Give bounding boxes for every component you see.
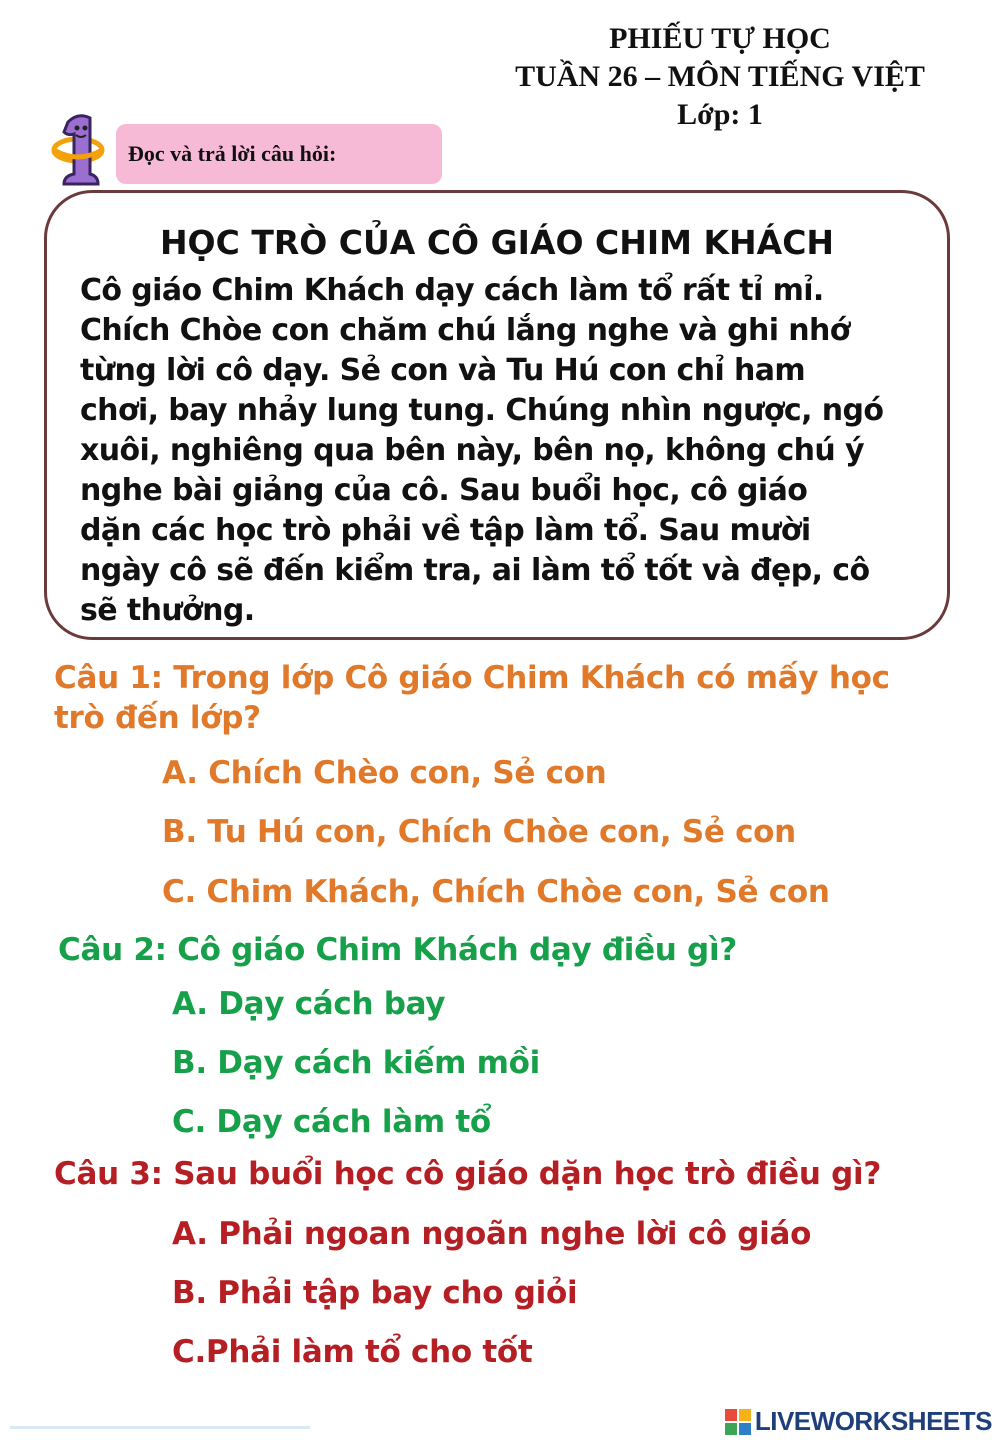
question-1-line-2: trò đến lớp? <box>54 700 261 736</box>
question-2-option-a[interactable]: A. Dạy cách bay <box>172 986 446 1022</box>
header-subtitle: TUẦN 26 – MÔN TIẾNG VIỆT <box>515 60 925 93</box>
instruction-text: Đọc và trả lời câu hỏi: <box>128 141 337 166</box>
worksheet-header <box>470 20 970 134</box>
number-one-mascot-icon <box>48 108 112 192</box>
question-1-option-c[interactable]: C. Chim Khách, Chích Chòe con, Sẻ con <box>162 874 830 910</box>
reading-line: nghe bài giảng của cô. Sau buổi học, cô giáo <box>80 473 808 508</box>
reading-line: Cô giáo Chim Khách dạy cách làm tổ rất tỉ mỉ. <box>80 273 824 308</box>
reading-line: từng lời cô dạy. Sẻ con và Tu Hú con chỉ ham <box>80 353 806 388</box>
question-3-option-b[interactable]: B. Phải tập bay cho giỏi <box>172 1275 578 1311</box>
brand-text: LIVEWORKSHEETS <box>754 1406 992 1436</box>
question-2-option-b[interactable]: B. Dạy cách kiếm mồi <box>172 1045 540 1081</box>
reading-line: Chích Chòe con chăm chú lắng nghe và ghi nhớ <box>80 313 850 348</box>
reading-line: sẽ thưởng. <box>80 593 255 628</box>
question-3-option-a[interactable]: A. Phải ngoan ngoãn nghe lời cô giáo <box>172 1216 812 1252</box>
reading-title: HỌC TRÒ CỦA CÔ GIÁO CHIM KHÁCH <box>159 223 835 262</box>
question-3-option-c[interactable]: C.Phải làm tổ cho tốt <box>172 1334 533 1370</box>
reading-passage-box <box>44 190 950 640</box>
question-1-option-b[interactable]: B. Tu Hú con, Chích Chòe con, Sẻ con <box>162 814 796 850</box>
liveworksheets-brand <box>725 1406 992 1437</box>
question-3-text: Câu 3: Sau buổi học cô giáo dặn học trò điều gì? <box>54 1156 882 1192</box>
header-title: PHIẾU TỰ HỌC <box>609 22 831 55</box>
reading-text <box>80 271 948 631</box>
reading-line: dặn các học trò phải về tập làm tổ. Sau mười <box>80 513 811 548</box>
instruction-banner <box>116 124 442 184</box>
question-1-option-a[interactable]: A. Chích Chèo con, Sẻ con <box>162 755 607 791</box>
liveworksheets-logo-icon <box>725 1409 751 1435</box>
reading-line: ngày cô sẽ đến kiểm tra, ai làm tổ tốt và đẹp, cô <box>80 553 870 588</box>
header-grade: Lớp: 1 <box>677 98 763 131</box>
reading-line: chơi, bay nhảy lung tung. Chúng nhìn ngược, ngó <box>80 393 884 428</box>
question-2-text: Câu 2: Cô giáo Chim Khách dạy điều gì? <box>58 932 737 968</box>
question-2-option-c[interactable]: C. Dạy cách làm tổ <box>172 1104 491 1140</box>
reading-line: xuôi, nghiêng qua bên này, bên nọ, không chú ý <box>80 433 864 468</box>
footer-faint-mark <box>10 1426 310 1437</box>
question-1-line-1: Câu 1: Trong lớp Cô giáo Chim Khách có mấy học <box>54 660 890 696</box>
